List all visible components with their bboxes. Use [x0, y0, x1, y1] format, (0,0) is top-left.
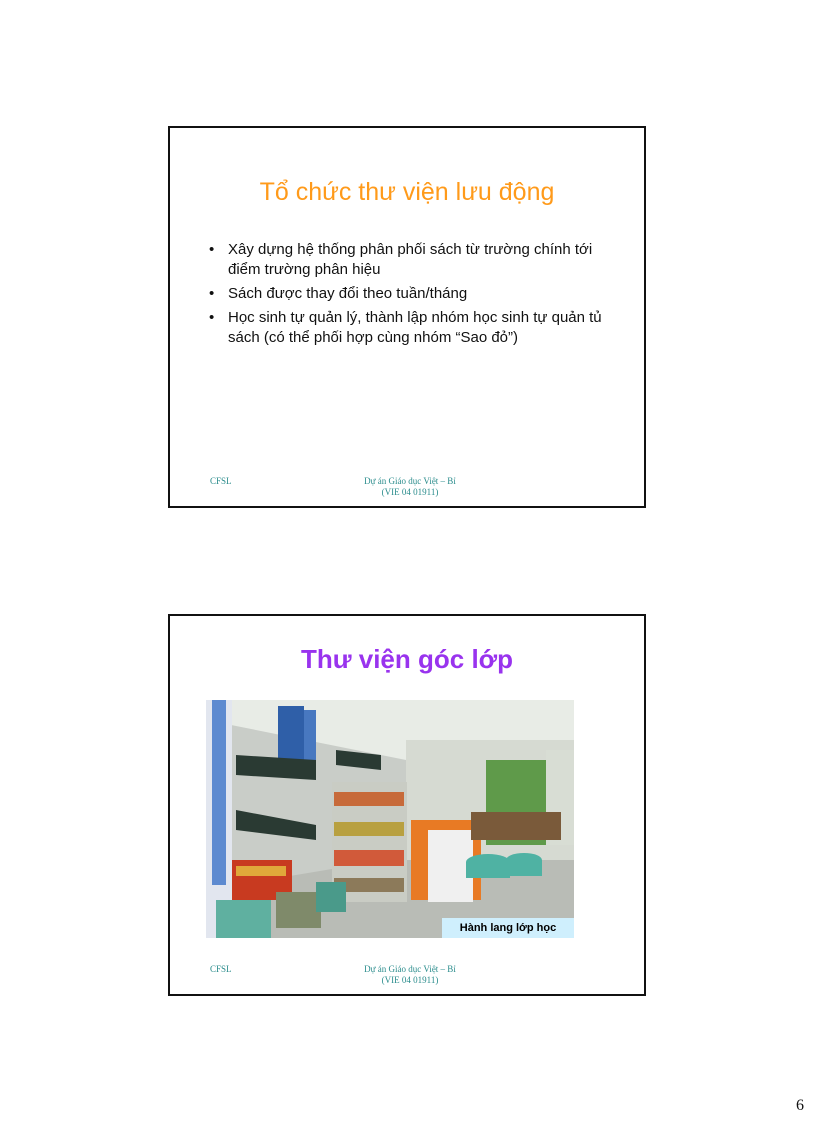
footer-project-code: (VIE 04 01911): [381, 487, 439, 497]
photo-caption: Hành lang lớp học: [442, 918, 574, 938]
slide-1: [168, 126, 646, 508]
bullet-item: • Học sinh tự quản lý, thành lập nhóm học sinh tự quản tủ sách (có thể phối hợp cùng nhóm “Sao đỏ”): [206, 308, 616, 348]
slide-2-footer-center: [350, 964, 470, 986]
bullet-item: • Sách được thay đổi theo tuần/tháng: [206, 284, 616, 304]
footer-project-name: Dự án Giáo dục Việt – Bỉ: [364, 964, 456, 974]
slide-1-title: Tổ chức thư viện lưu động: [259, 178, 555, 206]
photo-illustration: [206, 700, 574, 938]
footer-project-name: Dự án Giáo dục Việt – Bỉ: [364, 476, 456, 486]
slide-2-footer-left: CFSL: [210, 964, 232, 974]
page-number: 6: [796, 1097, 804, 1114]
slide-2-title: Thư viện góc lớp: [300, 644, 514, 674]
slide-1-footer-center: [350, 476, 470, 498]
slide-1-footer-left: CFSL: [210, 476, 232, 486]
bullet-item: • Xây dựng hệ thống phân phối sách từ trường chính tới điểm trường phân hiệu: [206, 240, 616, 280]
corridor-library-photo: [206, 700, 574, 938]
footer-project-code: (VIE 04 01911): [381, 975, 439, 985]
slide-1-bullet-list: [206, 240, 616, 352]
slide-2: [168, 614, 646, 996]
